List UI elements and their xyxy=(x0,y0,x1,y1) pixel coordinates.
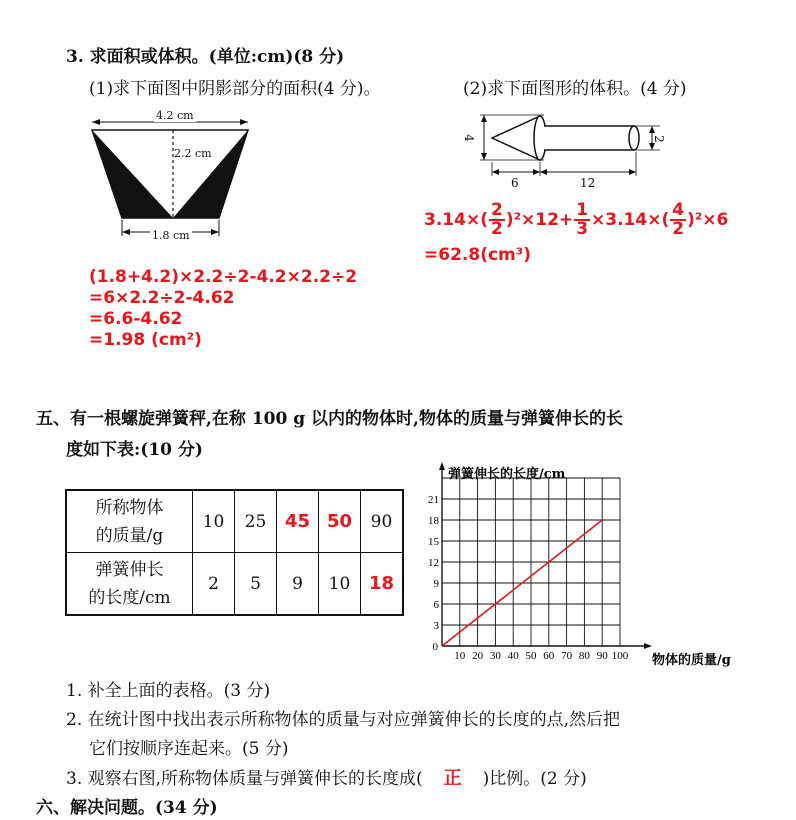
dim-top-label: 4.2 cm xyxy=(156,109,194,122)
table-cell-filled: 18 xyxy=(361,553,404,616)
dim-cone-length: 6 xyxy=(511,176,519,190)
y-tick-label: 6 xyxy=(433,599,439,611)
y-tick-label: 9 xyxy=(433,578,439,590)
row-header-mass: 所称物体 的质量/g xyxy=(66,490,193,553)
table-cell: 9 xyxy=(277,553,319,616)
answer1-line2: =6×2.2÷2-4.62 xyxy=(89,288,235,308)
q5-item2-cont: 它们按顺序连起来。(5 分) xyxy=(89,739,289,759)
x-tick-label: 90 xyxy=(596,650,608,662)
line-chart xyxy=(420,460,760,670)
y-tick-label: 18 xyxy=(428,515,439,527)
q5-title-line1: 五、有一根螺旋弹簧秤,在称 100 g 以内的物体时,物体的质量与弹簧伸长的长 xyxy=(36,409,623,429)
q5-item1: 1. 补全上面的表格。(3 分) xyxy=(66,681,271,701)
table-cell: 25 xyxy=(235,490,277,553)
answer1-line4: =1.98 (cm²) xyxy=(89,330,202,350)
x-tick-label: 20 xyxy=(472,650,484,662)
q5-title-line2: 度如下表:(10 分) xyxy=(66,440,203,460)
y-tick-label: 3 xyxy=(433,620,439,632)
q5-item3: 3. 观察右图,所称物体质量与弹簧伸长的长度成( 正 )比例。(2 分) xyxy=(66,768,587,789)
cone-shape xyxy=(492,116,540,160)
dim-height-label: 2.2 cm xyxy=(174,147,212,160)
table-cell: 2 xyxy=(193,553,235,616)
x-tick-label: 40 xyxy=(507,650,519,662)
table-cell-filled: 45 xyxy=(277,490,319,553)
shaded-right-triangle xyxy=(173,130,248,218)
table-cell: 5 xyxy=(235,553,277,616)
y-tick-label: 15 xyxy=(428,536,439,548)
answer2-line2: =62.8(cm³) xyxy=(424,245,531,265)
dim-bottom-label: 1.8 cm xyxy=(152,229,190,242)
x-tick-label: 60 xyxy=(543,650,555,662)
y-axis-label: 弹簧伸长的长度/cm xyxy=(448,467,566,482)
y-axis-arrow xyxy=(439,462,445,470)
x-tick-label: 100 xyxy=(611,650,629,662)
table-cell: 90 xyxy=(361,490,404,553)
table-cell: 10 xyxy=(319,553,361,616)
answer1-line1: (1.8+4.2)×2.2÷2-4.2×2.2÷2 xyxy=(89,267,358,287)
q3-sub1: (1)求下面图中阴影部分的面积(4 分)。 xyxy=(89,79,381,99)
dim-cyl-length: 12 xyxy=(580,176,596,190)
shaded-left-triangle xyxy=(92,130,173,218)
table-row xyxy=(66,490,403,553)
x-tick-label: 10 xyxy=(454,650,466,662)
y-tick-label: 21 xyxy=(428,494,439,506)
y-tick-label: 12 xyxy=(428,557,439,569)
x-tick-label: 70 xyxy=(561,650,573,662)
cylinder-shape xyxy=(544,126,634,150)
item3-answer: 正 xyxy=(443,768,462,789)
table-cell-filled: 50 xyxy=(319,490,361,553)
q3-title: 3. 求面积或体积。(单位:cm)(8 分) xyxy=(66,47,345,67)
answer1-line3: =6.6-4.62 xyxy=(89,309,183,329)
dim-cyl-diameter: 2 xyxy=(651,135,666,143)
q6-title: 六、解决问题。(34 分) xyxy=(36,798,218,818)
cone-cylinder-figure xyxy=(460,108,675,188)
origin-label: 0 xyxy=(432,641,438,653)
table-row xyxy=(66,553,403,616)
answer2-line1: 3.14×( $\frac{2}{2}$ )²×12+ $\frac{1}{3}$ ×3.14×( $\frac{4}{2}$ )²×6 xyxy=(424,200,729,239)
dim-cone-diameter: 4 xyxy=(461,134,476,142)
trapezoid-figure xyxy=(80,108,260,243)
q3-sub2: (2)求下面图形的体积。(4 分) xyxy=(463,79,687,99)
q5-item2: 2. 在统计图中找出表示所称物体的质量与对应弹簧伸长的长度的点,然后把 xyxy=(66,710,621,730)
x-tick-label: 50 xyxy=(525,650,537,662)
table-cell: 10 xyxy=(193,490,235,553)
mass-length-table xyxy=(65,489,404,616)
x-axis-label: 物体的质量/g xyxy=(652,653,731,668)
x-tick-label: 30 xyxy=(489,650,501,662)
x-axis-arrow xyxy=(644,643,652,649)
row-header-length: 弹簧伸长 的长度/cm xyxy=(66,553,193,616)
x-tick-label: 80 xyxy=(578,650,590,662)
